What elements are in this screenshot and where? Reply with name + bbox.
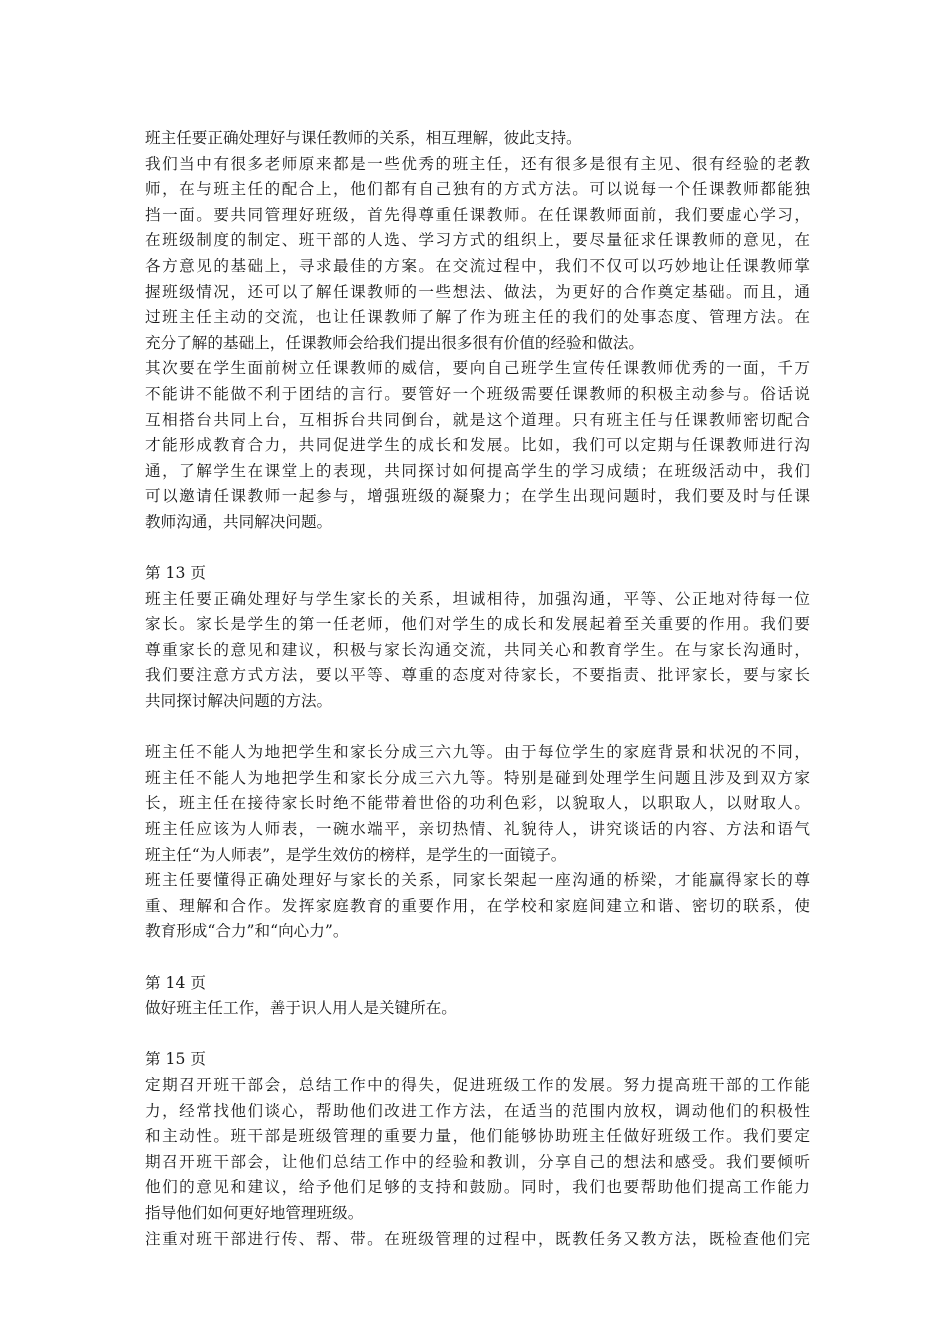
text-line: 他们的意见和建议，给予他们足够的支持和鼓励。同时，我们也要帮助他们提高工作能力 bbox=[145, 1178, 810, 1197]
text-line: 共同探讨解决问题的方法。 bbox=[145, 692, 333, 711]
text-line: 班主任要正确处理好与学生家长的关系，坦诚相待，加强沟通，平等、公正地对待每一位 bbox=[145, 589, 810, 608]
text-line: 各方意见的基础上，寻求最佳的方案。在交流过程中，我们不仅可以巧妙地让任课教师掌 bbox=[145, 256, 810, 275]
blank-line bbox=[145, 945, 810, 971]
text-line: 师，在与班主任的配合上，他们都有自己独有的方式方法。可以说每一个任课教师都能独 bbox=[145, 180, 810, 199]
text-line: 力，经常找他们谈心，帮助他们改进工作方法，在适当的范围内放权，调动他们的积极性 bbox=[145, 1101, 810, 1120]
text-line: 家长。家长是学生的第一任老师，他们对学生的成长和发展起着至关重要的作用。我们要 bbox=[145, 615, 810, 634]
text-line: 我们要注意方式方法，要以平等、尊重的态度对待家长，不要指责、批评家长，要与家长 bbox=[145, 666, 810, 685]
text-line: 教育形成“合力”和“向心力”。 bbox=[145, 922, 349, 941]
text-line: 定期召开班干部会，总结工作中的得失，促进班级工作的发展。努力提高班干部的工作能 bbox=[145, 1075, 810, 1094]
blank-line bbox=[145, 715, 810, 741]
text-line: 班主任应该为人师表，一碗水端平，亲切热情、礼貌待人，讲究谈话的内容、方法和语气 bbox=[145, 820, 810, 839]
text-line: 过班主任主动的交流，也让任课教师了解了作为班主任的我们的处事态度、管理方法。在 bbox=[145, 308, 810, 327]
text-line: 班主任“为人师表”，是学生效仿的榜样，是学生的一面镜子。 bbox=[145, 845, 567, 864]
text-line: 在班级制度的制定、班干部的人选、学习方式的组织上，要尽量征求任课教师的意见，在 bbox=[145, 231, 810, 250]
text-line: 重、理解和合作。发挥家庭教育的重要作用，在学校和家庭间建立和谐、密切的联系，使 bbox=[145, 896, 810, 915]
page-number-marker: 第 13 页 bbox=[145, 564, 206, 583]
text-line: 充分了解的基础上，任课教师会给我们提出很多很有价值的经验和做法。 bbox=[145, 333, 645, 352]
text-line: 不能讲不能做不利于团结的言行。要管好一个班级需要任课教师的积极主动参与。俗话说 bbox=[145, 384, 810, 403]
page-number-marker: 第 14 页 bbox=[145, 973, 206, 992]
text-line: 教师沟通，共同解决问题。 bbox=[145, 512, 333, 531]
text-line: 我们当中有很多老师原来都是一些优秀的班主任，还有很多是很有主见、很有经验的老教 bbox=[145, 154, 810, 173]
blank-line bbox=[145, 536, 810, 562]
blank-line bbox=[145, 1022, 810, 1048]
page-number-marker: 第 15 页 bbox=[145, 1050, 206, 1069]
text-line: 尊重家长的意见和建议，积极与家长沟通交流，共同关心和教育学生。在与家长沟通时， bbox=[145, 640, 810, 659]
text-line: 通，了解学生在课堂上的表现，共同探讨如何提高学生的学习成绩；在班级活动中，我们 bbox=[145, 461, 810, 480]
text-line: 和主动性。班干部是班级管理的重要力量，他们能够协助班主任做好班级工作。我们要定 bbox=[145, 1127, 810, 1146]
text-line: 班主任不能人为地把学生和家长分成三六九等。由于每位学生的家庭背景和状况的不同， bbox=[145, 743, 810, 762]
text-line: 班主任不能人为地把学生和家长分成三六九等。特别是碰到处理学生问题且涉及到双方家 bbox=[145, 768, 810, 787]
text-line: 其次要在学生面前树立任课教师的威信，要向自己班学生宣传任课教师优秀的一面，千万 bbox=[145, 359, 810, 378]
text-line: 长，班主任在接待家长时绝不能带着世俗的功利色彩，以貌取人，以职取人，以财取人。 bbox=[145, 794, 810, 813]
text-line: 指导他们如何更好地管理班级。 bbox=[145, 1203, 364, 1222]
text-line: 可以邀请任课教师一起参与，增强班级的凝聚力；在学生出现问题时，我们要及时与任课 bbox=[145, 487, 810, 506]
text-line: 才能形成教育合力，共同促进学生的成长和发展。比如，我们可以定期与任课教师进行沟 bbox=[145, 436, 810, 455]
text-line: 做好班主任工作，善于识人用人是关键所在。 bbox=[145, 999, 457, 1018]
text-line: 握班级情况，还可以了解任课教师的一些想法、做法，为更好的合作奠定基础。而且，通 bbox=[145, 282, 810, 301]
document-body bbox=[145, 126, 810, 1252]
text-line: 注重对班干部进行传、帮、带。在班级管理的过程中，既教任务又教方法，既检查他们完 bbox=[145, 1229, 810, 1248]
text-line: 班主任要懂得正确处理好与家长的关系，同家长架起一座沟通的桥梁，才能赢得家长的尊 bbox=[145, 871, 810, 890]
text-line: 班主任要正确处理好与课任教师的关系，相互理解，彼此支持。 bbox=[145, 129, 582, 147]
text-line: 互相搭台共同上台，互相拆台共同倒台，就是这个道理。只有班主任与任课教师密切配合 bbox=[145, 410, 810, 429]
text-line: 期召开班干部会，让他们总结工作中的经验和教训，分享自己的想法和感受。我们要倾听 bbox=[145, 1152, 810, 1171]
text-line: 挡一面。要共同管理好班级，首先得尊重任课教师。在任课教师面前，我们要虚心学习， bbox=[145, 205, 810, 224]
